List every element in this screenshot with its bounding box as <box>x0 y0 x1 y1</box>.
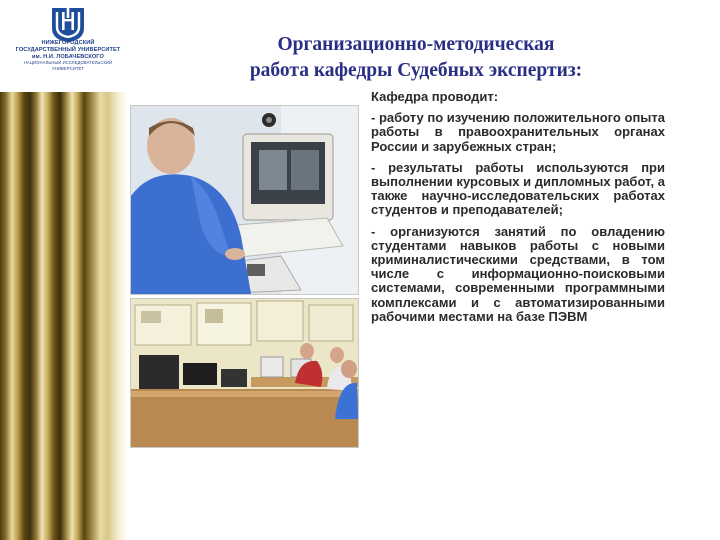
slide-title-line-2: работа кафедры Судебных экспертиз: <box>249 60 583 81</box>
university-name-line: им. Н.И. ЛОБАЧЕВСКОГО <box>32 53 104 60</box>
university-subtitle-line: НАЦИОНАЛЬНЫЙ ИССЛЕДОВАТЕЛЬСКИЙ <box>23 60 113 66</box>
body-lead: Кафедра проводит: <box>371 89 499 104</box>
body-paragraph: - работу по изучению положительного опыта работы в правоохранительных органах России и зарубежных стран; <box>371 110 665 154</box>
university-name <box>6 40 130 71</box>
body-text <box>371 90 665 331</box>
university-emblem-icon <box>8 4 128 44</box>
university-name-line: НИЖЕГОРОДСКИЙ <box>41 40 95 46</box>
university-subtitle-line: УНИВЕРСИТЕТ <box>51 65 85 71</box>
slide-title-line-1: Организационно-методическая <box>277 34 555 55</box>
photo-student-at-computer-illustration <box>131 106 358 294</box>
photo-computer-classroom <box>130 298 359 448</box>
university-name-line: ГОСУДАРСТВЕННЫЙ УНИВЕРСИТЕТ <box>15 46 121 53</box>
body-paragraph: - организуются занятий по овладению студентами навыков работы с новыми криминалистическими средствами, в том числе с информационно-поисковыми системами, современными программными комплексами и с автоматизированными рабочими местами на базе ПЭВМ <box>371 223 665 324</box>
body-paragraph: - результаты работы используются при выполнении курсовых и дипломных работ, а также научно-исследовательских работах студентов и преподавателей; <box>371 159 665 218</box>
photo-computer-classroom-illustration <box>131 299 358 447</box>
photo-student-at-computer <box>130 105 359 295</box>
decorative-stripe-panel <box>0 92 128 540</box>
slide-title <box>192 32 640 84</box>
